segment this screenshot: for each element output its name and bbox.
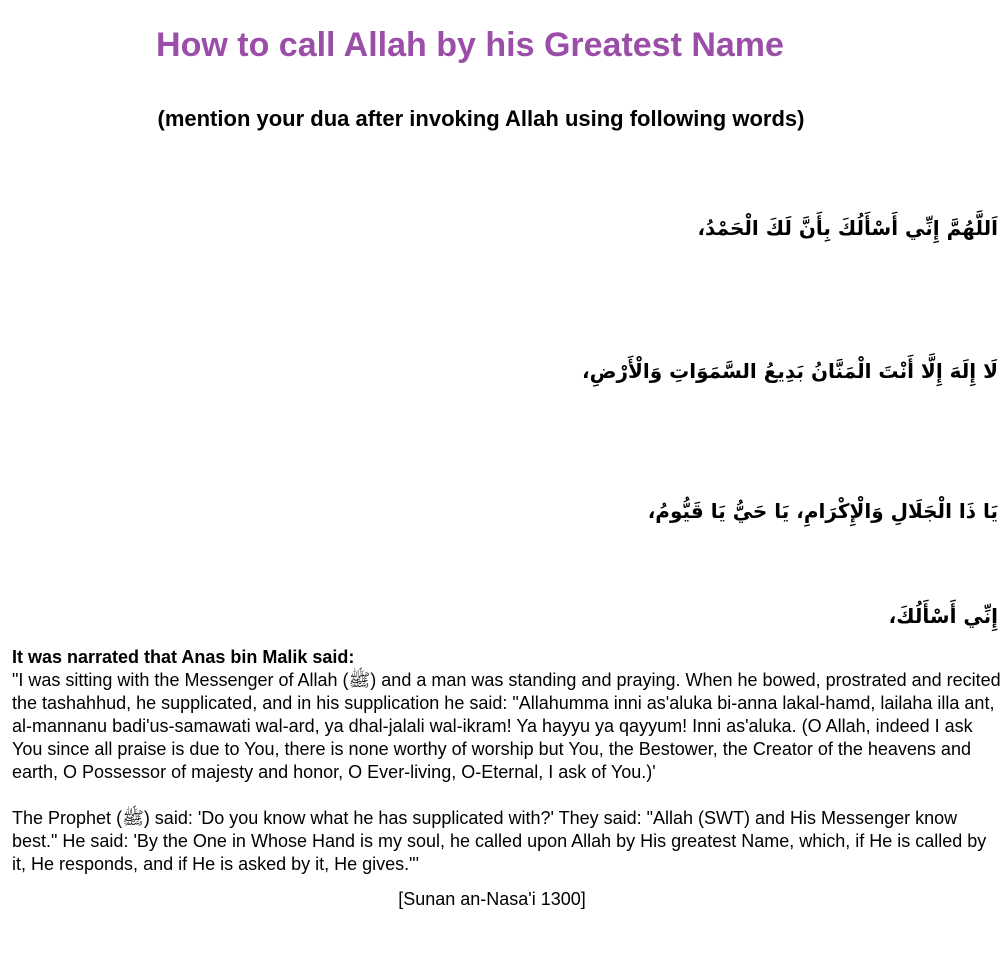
arabic-dua xyxy=(6,160,998,656)
hadith-reference: [Sunan an-Nasa'i 1300] xyxy=(398,889,586,909)
arabic-line-4: إِنِّي أَسْأَلُكَ، xyxy=(888,604,998,628)
arabic-line-3: يَا ذَا الْجَلَالِ وَالْإِكْرَامِ، يَا حَيُّ يَا قَيُّومُ، xyxy=(647,499,998,523)
page-title: How to call Allah by his Greatest Name xyxy=(156,26,784,64)
paragraph-spacer xyxy=(12,784,1002,807)
page-subtitle: (mention your dua after invoking Allah using following words) xyxy=(157,106,805,131)
arabic-line-1: اَللَّهُمَّ إِنِّي أَسْأَلُكَ بِأَنَّ لَكَ الْحَمْدُ، xyxy=(697,216,998,240)
arabic-line-2: لَا إِلَهَ إِلَّا أَنْتَ الْمَنَّانُ بَدِيعُ السَّمَوَاتِ وَالْأَرْضِ، xyxy=(582,359,998,383)
narration-heading: It was narrated that Anas bin Malik said: xyxy=(12,647,355,667)
narration xyxy=(12,646,1002,911)
narration-paragraph-1: "I was sitting with the Messenger of Allah (ﷺ) and a man was standing and praying. When he bowed, prostrated and recited the tashahhud, he supplicated, and in his supplication he said: "Allahumma inni as'aluka bi-anna lakal-hamd, lailaha illa ant, al-mannanu badi'us-samawati wal-ard, ya dhal-jalali wal-ikram! Ya hayyu ya qayyum! Inni as'aluka. (O Allah, indeed I ask You since all praise is due to You, there is none worthy of worship but You, the Bestower, the Creator of the heavens and earth, O Possessor of majesty and honor, O Ever-living, O-Eternal, I ask of You.)' xyxy=(12,670,1001,782)
narration-paragraph-2: The Prophet (ﷺ) said: 'Do you know what he has supplicated with?' They said: "Allah (SWT) and His Messenger know best." He said: 'By the One in Whose Hand is my soul, he called upon Allah by His greatest Name, which, if He is called by it, He responds, and if He is asked by it, He gives."' xyxy=(12,808,987,874)
